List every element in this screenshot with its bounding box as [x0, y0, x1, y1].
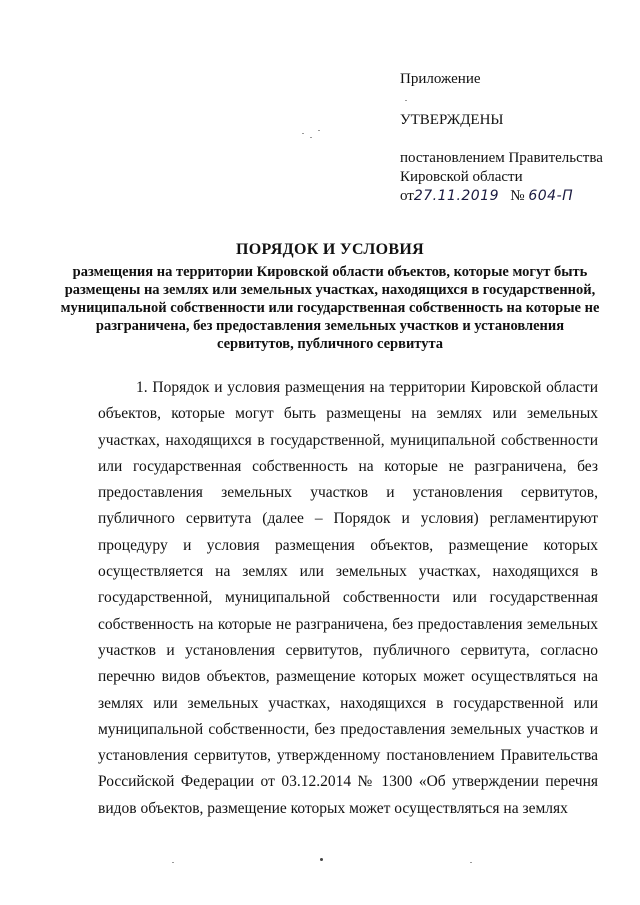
appendix-label: Приложение [400, 71, 481, 87]
scan-speck [405, 100, 407, 101]
scan-speck [318, 130, 320, 131]
approval-stamp-block [400, 70, 630, 206]
approved-label: УТВЕРЖДЕНЫ [400, 112, 504, 128]
date-prefix: от [400, 188, 414, 204]
scan-speck [302, 133, 304, 134]
scan-speck [320, 858, 323, 861]
document-title [60, 241, 600, 353]
decree-date-line [400, 187, 630, 206]
handwritten-number: 604-П [528, 188, 574, 204]
title-subtitle: размещения на территории Кировской области объектов, которые могут быть размещены на землях или земельных участках, находящихся в государственной, муниципальной собственности или государственная собственность на которые не разграничена, без предоставления земельных участков и установления сервитутов, публичного сервитута [60, 264, 600, 352]
body-paragraph-1: 1. Порядок и условия размещения на территории Кировской области объектов, которые могут быть размещены на землях или земельных участках, находящихся в государственной, муниципальной собственности или государственная собственность на которые не разграничена, без предоставления земельных участков и установления сервитутов, публичного сервитута (далее – Порядок и условия) регламентируют процедуру и условия размещения объектов, размещение которых осуществляется на землях или земельных участках, находящихся в государственной, муниципальной собственности или государственная собственность на которые не разграничена, без предоставления земельных участков и установления сервитутов, публичного сервитута, согласно перечню видов объектов, размещение которых может осуществляться на землях или земельных участках, находящихся в государственной или муниципальной собственности, без предоставления земельных участков и установления сервитутов, утвержденному постановлением Правительства Российской Федерации от 03.12.2014 № 1300 «Об утверждении перечня видов объектов, размещение которых может осуществляться на землях [98, 379, 598, 817]
scan-speck [172, 862, 174, 863]
decree-line-2: Кировской области [400, 169, 523, 185]
scan-speck [470, 862, 472, 863]
handwritten-date: 27.11.2019 [413, 188, 500, 204]
scan-speck [310, 137, 312, 138]
number-prefix: № [510, 188, 525, 204]
decree-line-1: постановлением Правительства [400, 150, 603, 166]
title-main: ПОРЯДОК И УСЛОВИЯ [236, 241, 424, 258]
